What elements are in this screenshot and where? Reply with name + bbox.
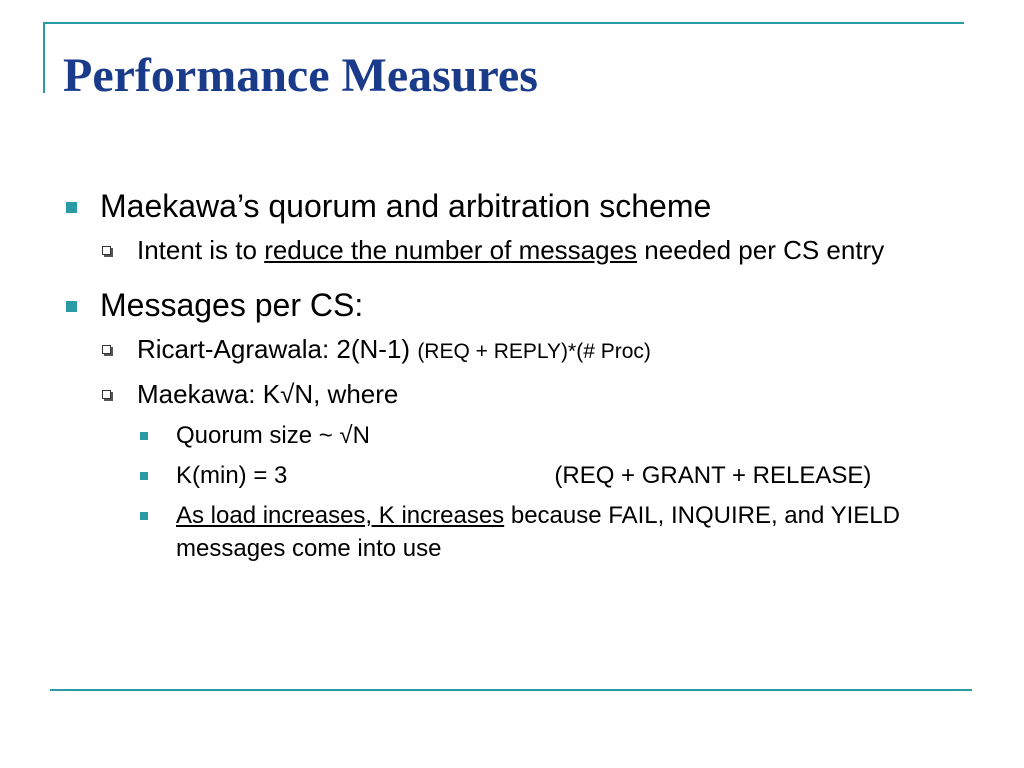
sub-bullet-text-main: Maekawa: K√N, where xyxy=(137,379,399,409)
square-bullet-icon xyxy=(140,512,148,520)
sub-bullet-text-main: Ricart-Agrawala: 2(N-1) xyxy=(137,334,411,364)
sub-sub-bullet-text-post: because FAIL, INQUIRE, and YIELD messages come into use xyxy=(176,502,900,562)
hollow-square-bullet-icon xyxy=(102,390,111,399)
sub-sub-bullet-quorum-size xyxy=(60,419,966,452)
title-frame-vertical-line xyxy=(43,22,45,93)
bullet-text: Messages per CS: xyxy=(100,287,364,323)
square-bullet-icon xyxy=(140,472,148,480)
hollow-square-bullet-icon xyxy=(102,246,111,255)
slide-title: Performance Measures xyxy=(63,49,538,102)
square-bullet-icon xyxy=(66,202,77,213)
sub-sub-bullet-text: Quorum size ~ √N xyxy=(176,422,370,449)
sub-sub-bullet-text-right: (REQ + GRANT + RELEASE) xyxy=(554,462,872,489)
sub-bullet-text-note: (REQ + REPLY)*(# Proc) xyxy=(417,340,651,363)
square-bullet-icon xyxy=(140,432,148,440)
sub-sub-bullet-load xyxy=(60,499,966,565)
sub-bullet-text-post: needed per CS entry xyxy=(637,235,885,265)
sub-sub-bullet-text-underlined: As load increases, K increases xyxy=(176,502,505,529)
title-frame-top-line xyxy=(43,22,964,24)
slide-body xyxy=(60,184,970,572)
sub-bullet-ricart-agrawala xyxy=(60,331,962,370)
bullet-item-messages-per-cs xyxy=(60,283,970,327)
sub-bullet-intent xyxy=(60,232,962,269)
sub-sub-bullet-kmin xyxy=(60,459,966,492)
sub-sub-bullet-text-left: K(min) = 3 xyxy=(176,462,288,489)
sub-bullet-text-pre: Intent is to xyxy=(137,235,265,265)
sub-bullet-maekawa xyxy=(60,376,962,413)
sub-bullet-text-underlined: reduce the number of messages xyxy=(264,235,638,265)
bullet-text: Maekawa’s quorum and arbitration scheme xyxy=(100,188,712,224)
footer-divider-line xyxy=(50,689,972,691)
square-bullet-icon xyxy=(66,301,77,312)
bullet-item-maekawa-scheme xyxy=(60,184,970,228)
hollow-square-bullet-icon xyxy=(102,345,111,354)
